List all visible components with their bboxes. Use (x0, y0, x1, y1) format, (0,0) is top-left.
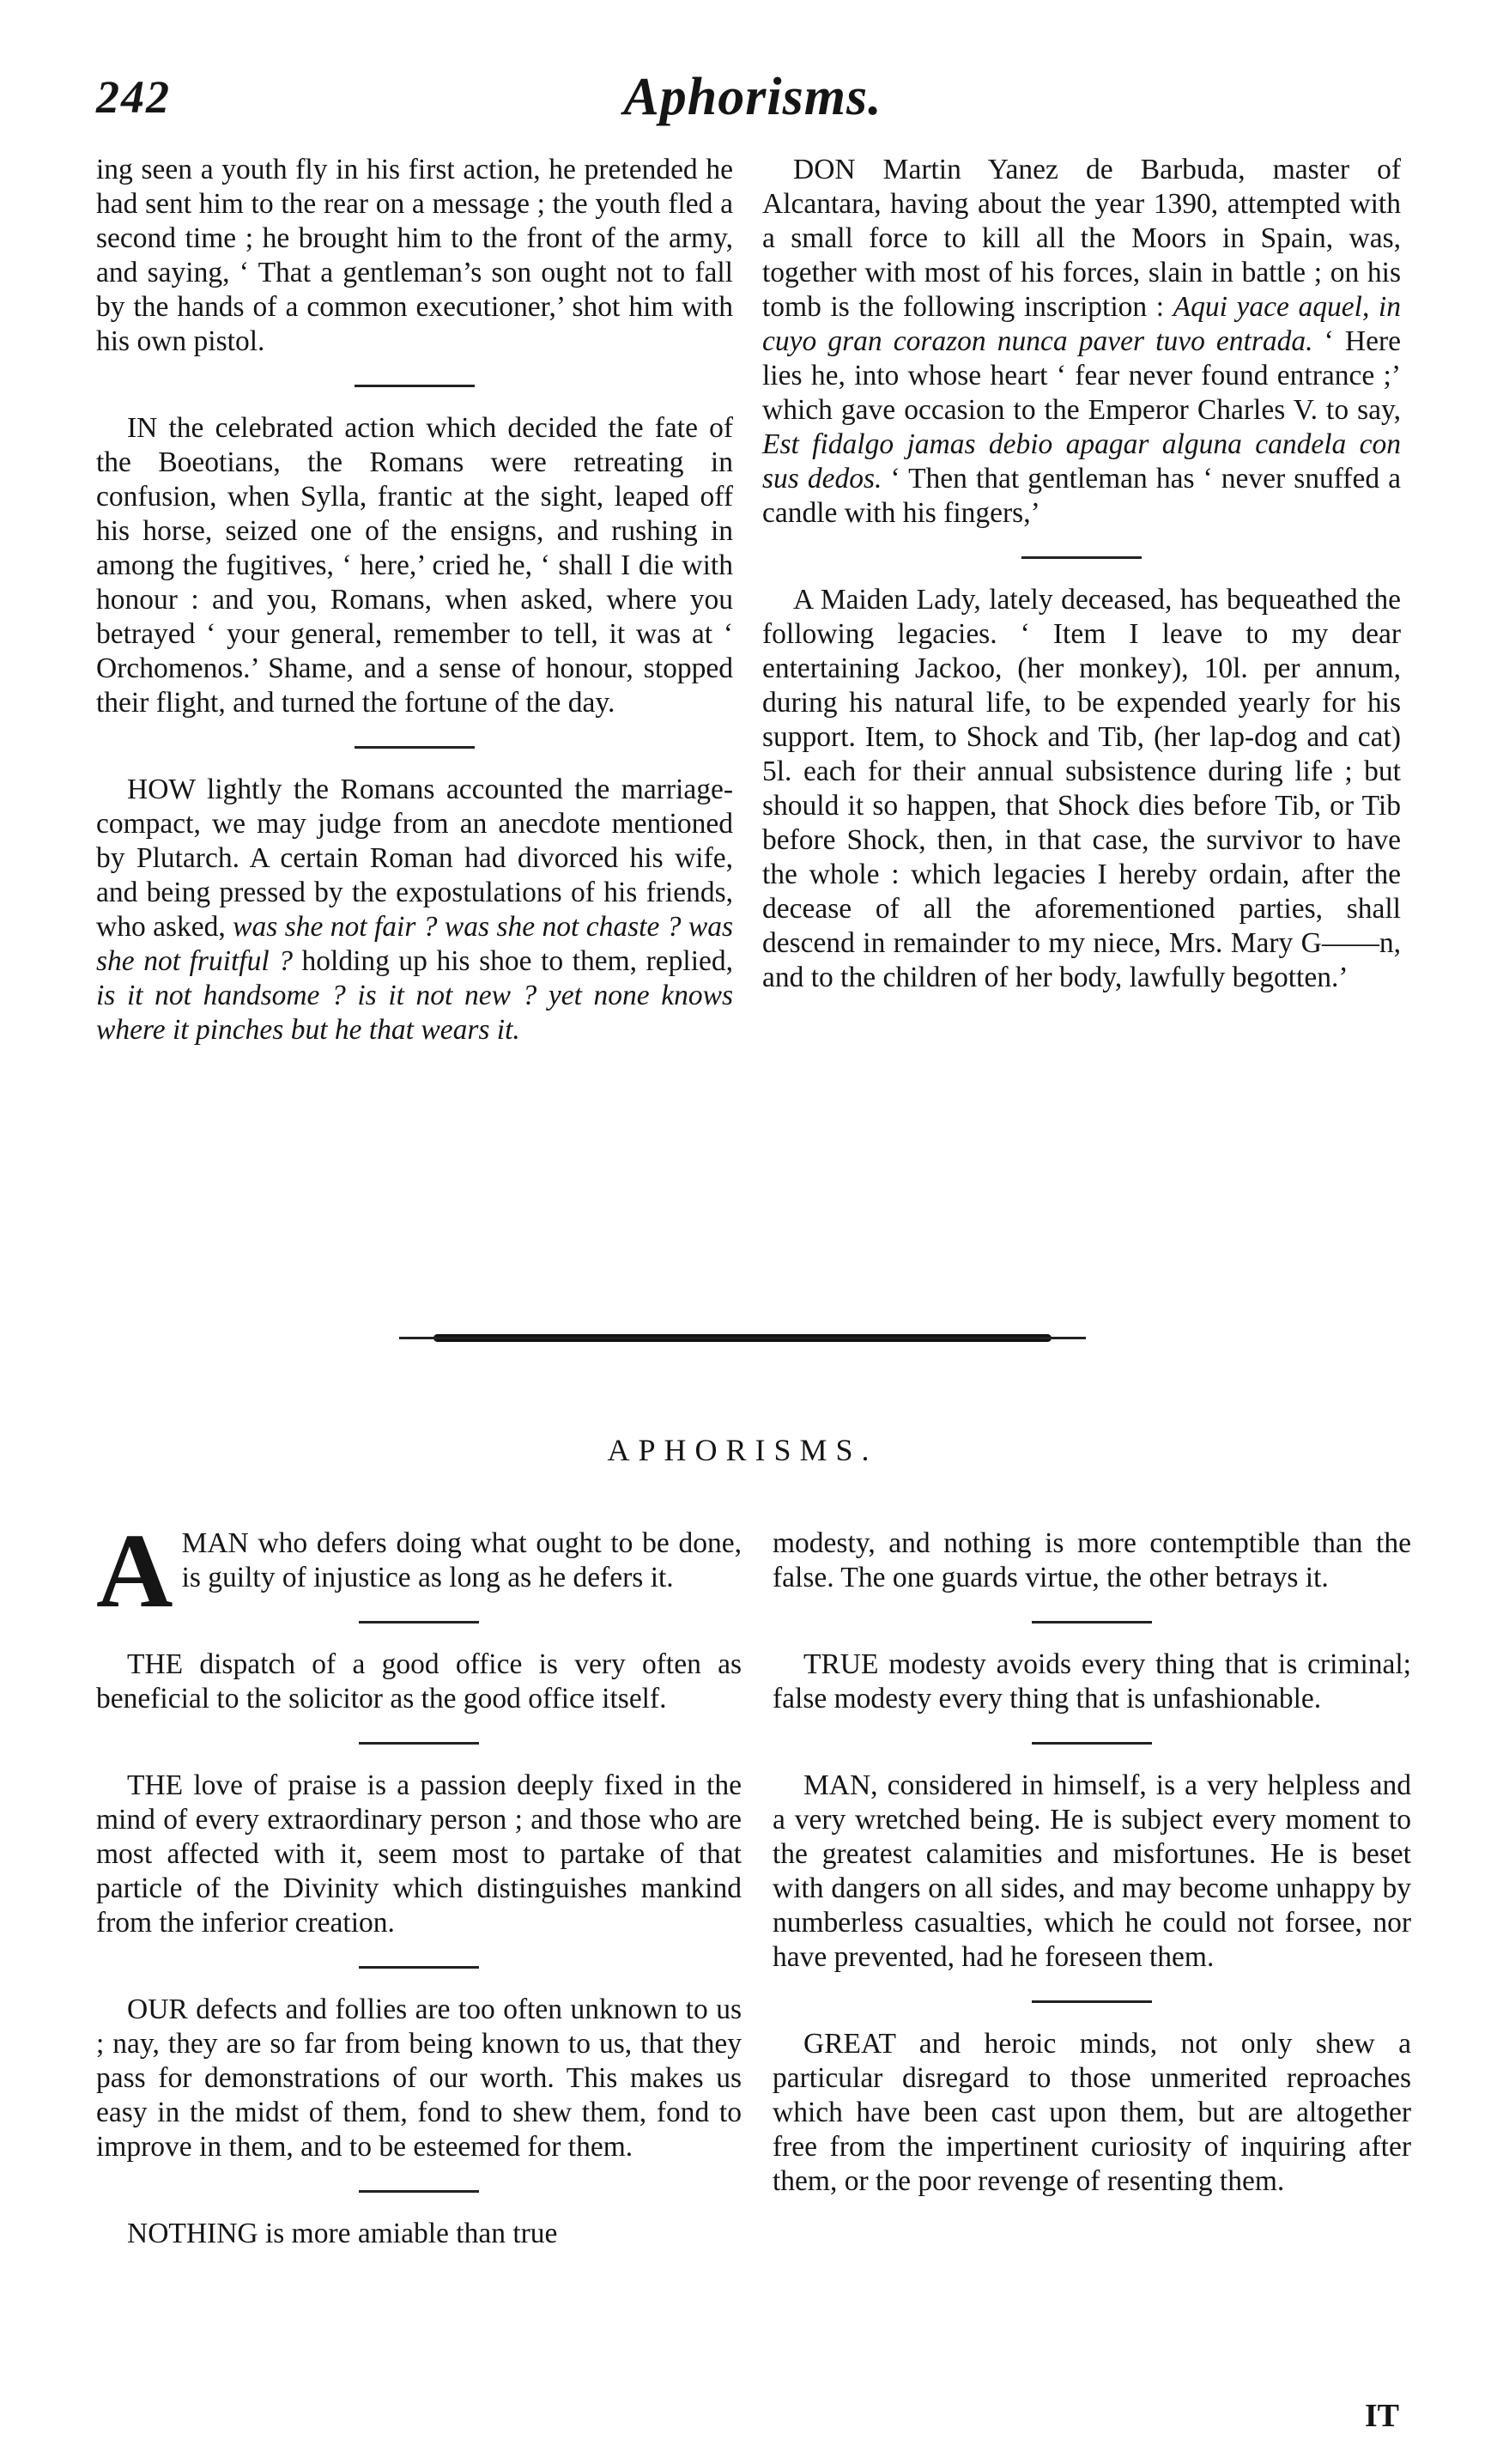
page-header (96, 67, 1409, 136)
aphorism-defects-follies: OUR defects and follies are too often unknown to us ; nay, they are so far from being known to us, that they pass for demonstrations of our worth. This makes us easy in the midst of them, fond to shew them, fond to improve in them, and to be esteemed for them. (96, 1994, 742, 2163)
paragraph-youth-anecdote: ing seen a youth fly in his first action, he pretended he had sent him to the rear on a message ; the youth fled a second time ; he brought him to the front of the army, and saying, ‘ That a gentleman’s son ought not to fall by the hands of a common executioner,’ shot him with his own pistol. (96, 154, 733, 357)
paragraph-roman-marriage: HOW lightly the Romans accounted the marriage-compact, we may judge from an anecdote mentioned by Plutarch. A certain Roman had divorced his wife, and being pressed by the expostulations of his friends, who asked, was she not fair ? was she not chaste ? was she not fruitful ? holding up his shoe to them, replied, is it not handsome ? is it not new ? yet none knows where it pinches but he that wears it. (96, 774, 733, 1046)
aphorism-man-considered: MAN, considered in himself, is a very helpless and a very wretched being. He is subject every moment to the greatest calamities and misfortunes. He is beset with dangers on all sides, and may become unhappy by numberless casualties, which he could not forsee, nor have prevented, had he foreseen them. (773, 1769, 1411, 1973)
paragraph-maiden-lady: A Maiden Lady, lately deceased, has bequeathed the following legacies. ‘ Item I leave to my dear entertaining Jackoo, (her monkey), 10l. per annum, during his natural life, to be expended yearly for his support. Item, to Shock and Tib, (her lap-dog and cat) 5l. each for their annual subsistence during life ; but should it so happen, that Shock dies before Tib, or Tib before Shock, then, in that case, the survivor to have the whole : which legacies I hereby ordain, after the decease of all the aforementioned parties, shall descend in remainder to my niece, Mrs. Mary G——n, and to the children of her body, lawfully begotten.’ (762, 584, 1401, 993)
aphorisms-right-column (773, 1526, 1411, 2199)
paragraph-barbuda-tomb: DON Martin Yanez de Barbuda, master of Alcantara, having about the year 1390, attempted with a small force to kill all the Moors in Spain, was, together with most of his forces, slain in battle ; on his tomb is the following inscription : Aqui yace aquel, in cuyo gran corazon nunca paver tuvo entrada. ‘ Here lies he, into whose heart ‘ fear never found entrance ;’ which gave occasion to the Emperor Charles V. to say, Est fidalgo jamas debio apagar alguna candela con sus dedos. ‘ Then that gentleman has ‘ never snuffed a candle with his fingers,’ (762, 154, 1402, 529)
top-right-column (762, 153, 1401, 995)
separator-rule (1032, 1742, 1152, 1745)
drop-cap: A (96, 1512, 173, 1630)
page-number: 242 (96, 71, 171, 123)
separator-rule (1032, 2000, 1152, 2003)
running-title: Aphorisms. (623, 68, 882, 126)
top-left-column (96, 153, 733, 1047)
separator-rule (359, 1742, 479, 1745)
section-divider-bar (433, 1334, 1052, 1342)
separator-rule (359, 1621, 479, 1623)
aphorism-modesty-continued: modesty, and nothing is more contemptible than the false. The one guards virtue, the other betrays it. (773, 1527, 1411, 1593)
separator-rule (355, 746, 475, 749)
separator-rule (359, 1966, 479, 1969)
section-title: APHORISMS. (607, 1433, 878, 1467)
separator-rule (1032, 1621, 1152, 1623)
aphorisms-left-column (96, 1512, 742, 2251)
separator-rule (355, 385, 475, 387)
aphorism-love-of-praise: THE love of praise is a passion deeply fixed in the mind of every extraordinary person ; and those who are most affected with it, seem most to partake of that particle of the Divinity which distinguishes mankind from the inferior creation. (96, 1769, 742, 1939)
aphorism-great-minds: GREAT and heroic minds, not only shew a particular disregard to those unmerited reproaches which have been cast upon them, but are altogether free from the impertinent curiosity of inquiring after them, or the poor revenge of resenting them. (773, 2028, 1411, 2197)
paragraph-sylla-anecdote: IN the celebrated action which decided the fate of the Boeotians, the Romans were retreating in confusion, when Sylla, frantic at the sight, leaped off his horse, seized one of the ensigns, and rushing in among the fugitives, ‘ here,’ cried he, ‘ shall I die with honour : and you, Romans, when asked, where you betrayed ‘ your general, remember to tell, it was at ‘ Orchomenos.’ Shame, and a sense of honour, stopped their flight, and turned the fortune of the day. (96, 412, 733, 719)
aphorism-true-modesty: TRUE modesty avoids every thing that is criminal; false modesty every thing that is unfashionable. (773, 1648, 1411, 1714)
aphorism-good-office: THE dispatch of a good office is very often as beneficial to the solicitor as the good office itself. (96, 1648, 742, 1714)
aphorism-man-who-defers: AMAN who defers doing what ought to be done, is guilty of injustice as long as he defers it. (96, 1512, 742, 1630)
aphorism-nothing-amiable: NOTHING is more amiable than true (127, 2218, 558, 2249)
catchword: IT (1364, 2398, 1399, 2434)
separator-rule (359, 2190, 479, 2193)
separator-rule (1021, 556, 1142, 559)
